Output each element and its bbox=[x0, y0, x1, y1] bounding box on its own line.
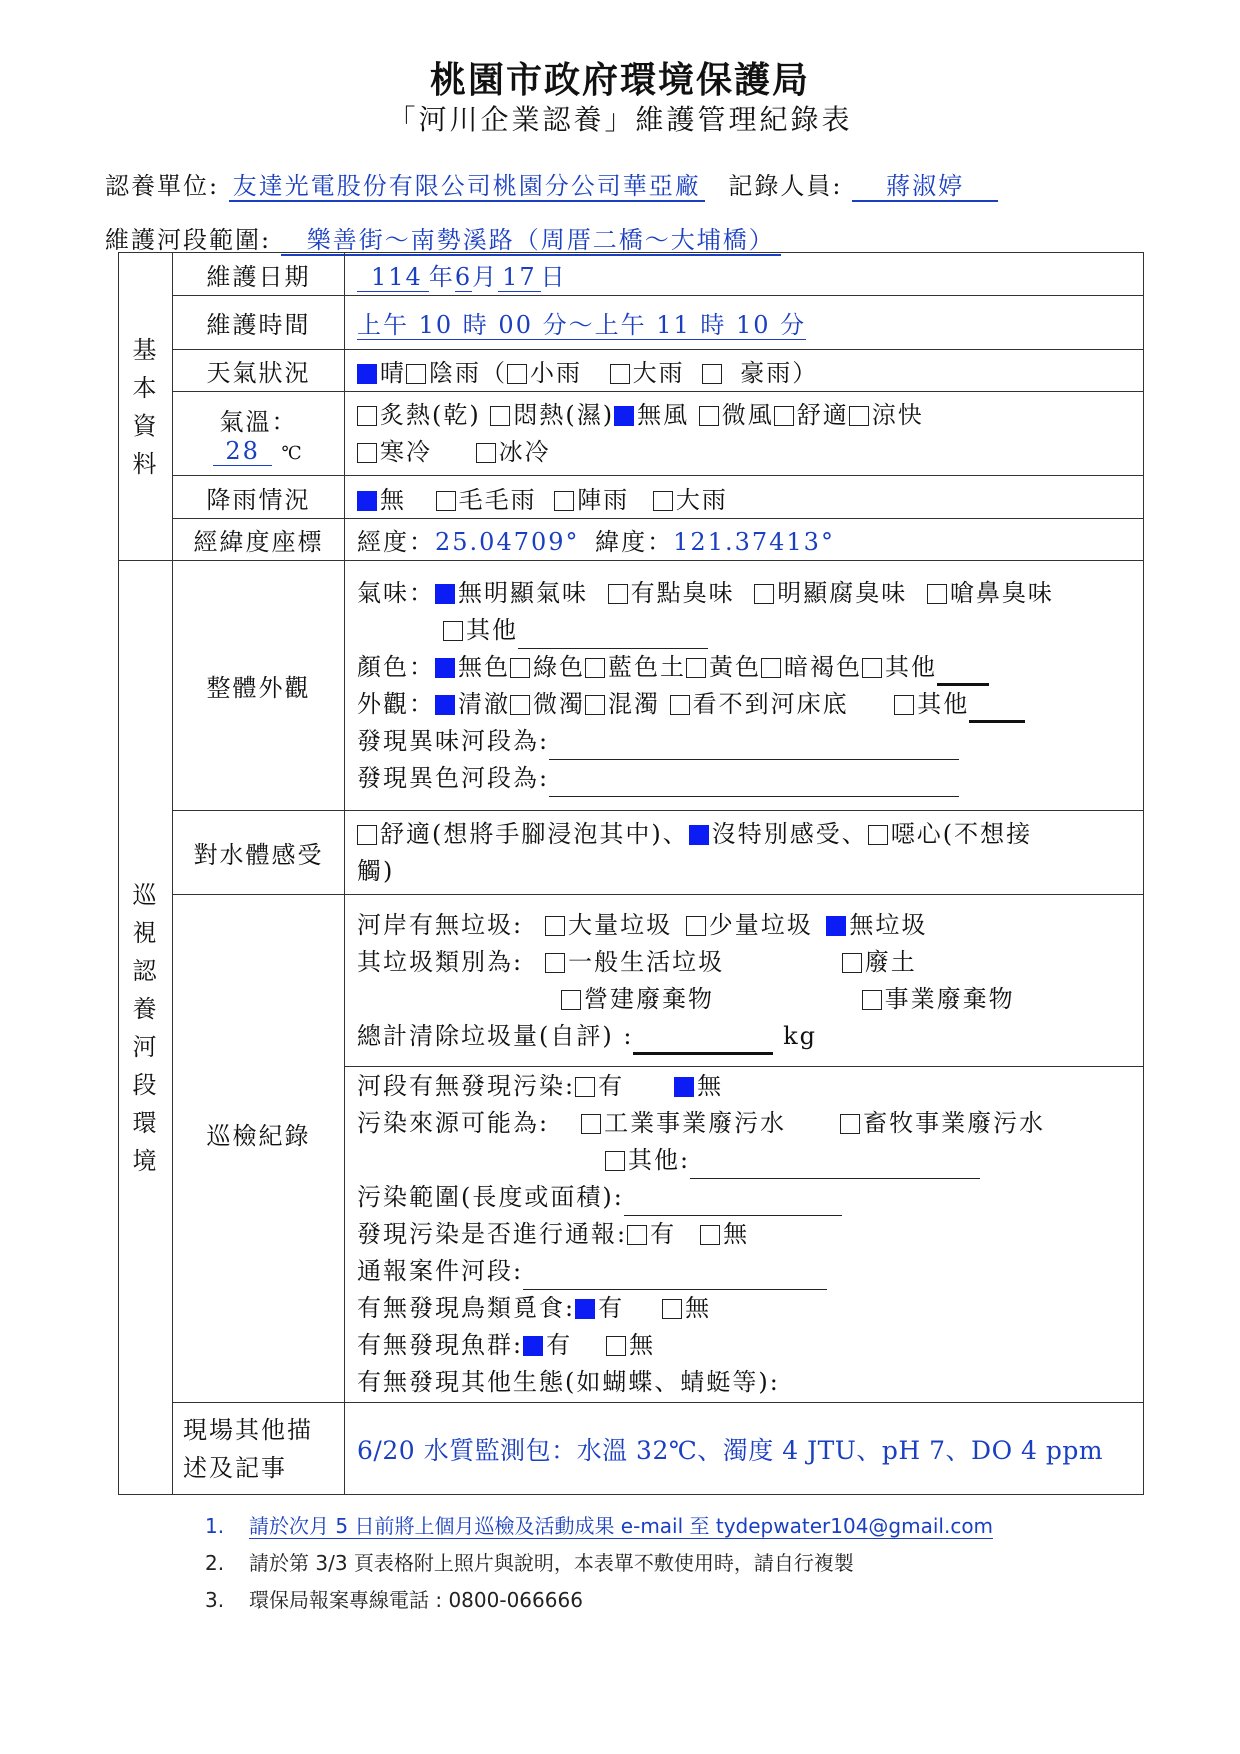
feel-label: 對水體感受 bbox=[173, 811, 345, 895]
trash-total-field[interactable] bbox=[633, 1028, 773, 1055]
trash-checkbox[interactable] bbox=[686, 916, 706, 936]
rain-opt-checkbox[interactable] bbox=[357, 491, 377, 511]
look-checkbox[interactable] bbox=[894, 695, 914, 715]
patrol-category: 巡視認養河段環境 bbox=[119, 561, 173, 1495]
temp-opt-checkbox[interactable] bbox=[774, 406, 794, 426]
time-value[interactable]: 上午 10 時 00 分～上午 11 時 10 分 bbox=[345, 296, 1144, 350]
trash-options: 河岸有無垃圾: 大量垃圾 少量垃圾 無垃圾 其垃圾類別為: 一般生活垃圾 廢土 營建廢棄物 事業廢棄物 總計清除垃圾量(自評) : kg bbox=[345, 895, 1144, 1067]
pollution-yes-checkbox[interactable] bbox=[575, 1077, 595, 1097]
smell-other-checkbox[interactable] bbox=[443, 621, 463, 641]
range-line bbox=[105, 220, 781, 255]
color-section-field[interactable] bbox=[549, 772, 959, 797]
bird-yes-checkbox[interactable] bbox=[575, 1299, 595, 1319]
color-checkbox[interactable] bbox=[585, 658, 605, 678]
other-label: 現場其他描 述及記事 bbox=[173, 1403, 345, 1495]
odor-section-field[interactable] bbox=[549, 735, 959, 760]
temp-opt-checkbox[interactable] bbox=[476, 443, 496, 463]
weather-cloudy-checkbox[interactable] bbox=[406, 364, 426, 384]
note-1: 1. 請於次月 5 日前將上個月巡檢及活動成果 e-mail 至 tydepwater104@gmail.com bbox=[205, 1514, 994, 1538]
adopter-line bbox=[105, 166, 998, 201]
color-checkbox[interactable] bbox=[435, 658, 455, 678]
source-checkbox[interactable] bbox=[581, 1114, 601, 1134]
feel-checkbox[interactable] bbox=[357, 825, 377, 845]
temp-opt-checkbox[interactable] bbox=[357, 406, 377, 426]
feel-options: 舒適(想將手腳浸泡其中)、 沒特別感受、 噁心(不想接 觸) bbox=[345, 811, 1144, 895]
trash-type-checkbox[interactable] bbox=[545, 953, 565, 973]
recorder-value[interactable]: 蔣淑婷 bbox=[852, 172, 998, 202]
pollution-range-field[interactable] bbox=[624, 1191, 842, 1216]
report-no-checkbox[interactable] bbox=[700, 1225, 720, 1245]
date-value[interactable]: 114 年6月 17 日 bbox=[345, 253, 1144, 296]
smell-checkbox[interactable] bbox=[927, 584, 947, 604]
color-checkbox[interactable] bbox=[761, 658, 781, 678]
note-3: 3. 環保局報案專線電話 : 0800-066666 bbox=[205, 1588, 583, 1612]
time-label: 維護時間 bbox=[173, 296, 345, 350]
pollution-no-checkbox[interactable] bbox=[674, 1077, 694, 1097]
color-checkbox[interactable] bbox=[862, 658, 882, 678]
temp-opt-checkbox[interactable] bbox=[849, 406, 869, 426]
look-checkbox[interactable] bbox=[585, 695, 605, 715]
look-checkbox[interactable] bbox=[435, 695, 455, 715]
look-other-field[interactable] bbox=[969, 696, 1025, 723]
temp-opt-checkbox[interactable] bbox=[357, 443, 377, 463]
rain-opt-checkbox[interactable] bbox=[653, 491, 673, 511]
source-other-field[interactable] bbox=[690, 1154, 980, 1179]
pollution-options: 河段有無發現污染: 有 無 污染來源可能為: 工業事業廢污水 畜牧事業廢污水 其他: 污染範圍(長度或面積): 發現污染是否進行通報: 有 無 通報案件河段: 有無發現鳥類覓食: 有 無 有無發現魚群: 有 無 有無發現其他生態(如蝴蝶、蜻蜓等): bbox=[345, 1067, 1144, 1403]
note-2: 2. 請於第 3/3 頁表格附上照片與說明，本表單不敷使用時，請自行複製 bbox=[205, 1551, 854, 1575]
range-value[interactable]: 樂善街～南勢溪路（周厝二橋～大埔橋） bbox=[281, 226, 781, 256]
coord-value[interactable]: 經度：25.04709° 緯度：121.37413° bbox=[345, 519, 1144, 561]
other-value[interactable]: 6/20 水質監測包：水溫 32℃、濁度 4 JTU、pH 7、DO 4 ppm bbox=[345, 1403, 1144, 1495]
source-checkbox[interactable] bbox=[840, 1114, 860, 1134]
adopter-label: 認養單位: bbox=[105, 172, 220, 200]
fish-yes-checkbox[interactable] bbox=[523, 1336, 543, 1356]
agency-title: 桃園市政府環境保護局 bbox=[429, 59, 810, 101]
fish-no-checkbox[interactable] bbox=[606, 1336, 626, 1356]
weather-options: 晴 陰雨（ 小雨 大雨 豪雨） bbox=[345, 350, 1144, 392]
temp-opt-checkbox[interactable] bbox=[490, 406, 510, 426]
recorder-label: 記錄人員: bbox=[728, 172, 843, 200]
record-table bbox=[118, 252, 1144, 1495]
date-label: 維護日期 bbox=[173, 253, 345, 296]
source-other-checkbox[interactable] bbox=[605, 1151, 625, 1171]
trash-checkbox[interactable] bbox=[545, 916, 565, 936]
weather-heavy-rain-checkbox[interactable] bbox=[702, 364, 722, 384]
trash-checkbox[interactable] bbox=[826, 916, 846, 936]
rain-opt-checkbox[interactable] bbox=[436, 491, 456, 511]
weather-mid-rain-checkbox[interactable] bbox=[610, 364, 630, 384]
look-checkbox[interactable] bbox=[670, 695, 690, 715]
feel-checkbox[interactable] bbox=[868, 825, 888, 845]
smell-other-field[interactable] bbox=[518, 624, 708, 649]
color-other-field[interactable] bbox=[937, 659, 989, 686]
report-section-field[interactable] bbox=[523, 1265, 827, 1290]
temp-opt-checkbox[interactable] bbox=[699, 406, 719, 426]
trash-type-checkbox[interactable] bbox=[561, 990, 581, 1010]
form-title: 「河川企業認養」維護管理紀錄表 bbox=[387, 103, 853, 136]
bird-no-checkbox[interactable] bbox=[662, 1299, 682, 1319]
smell-checkbox[interactable] bbox=[435, 584, 455, 604]
smell-checkbox[interactable] bbox=[754, 584, 774, 604]
report-yes-checkbox[interactable] bbox=[627, 1225, 647, 1245]
trash-label-cell: 巡檢紀錄 bbox=[173, 895, 345, 1403]
temp-label-cell: 氣溫： 28 ℃ bbox=[173, 392, 345, 476]
weather-label: 天氣狀況 bbox=[173, 350, 345, 392]
weather-light-rain-checkbox[interactable] bbox=[507, 364, 527, 384]
overall-options: 氣味： 無明顯氣味 有點臭味 明顯腐臭味 嗆鼻臭味 其他 顏色： 無色 綠色 藍色土 黃色 暗褐色 其他 外觀： 清澈 微濁 混濁 看不到河床底 其他 發現異味河段為: 發現異色河段為: bbox=[345, 561, 1144, 811]
coord-label: 經緯度座標 bbox=[173, 519, 345, 561]
rain-opt-checkbox[interactable] bbox=[554, 491, 574, 511]
rain-options: 無 毛毛雨 陣雨 大雨 bbox=[345, 476, 1144, 519]
rain-label: 降雨情況 bbox=[173, 476, 345, 519]
trash-type-checkbox[interactable] bbox=[862, 990, 882, 1010]
look-checkbox[interactable] bbox=[510, 695, 530, 715]
weather-sunny-checkbox[interactable] bbox=[357, 364, 377, 384]
note-1-text[interactable]: 請於次月 5 日前將上個月巡檢及活動成果 e-mail 至 tydepwater104@gmail.com bbox=[249, 1514, 994, 1538]
basic-category: 基本資料 bbox=[119, 253, 173, 561]
overall-label: 整體外觀 bbox=[173, 561, 345, 811]
feel-checkbox[interactable] bbox=[689, 825, 709, 845]
trash-type-checkbox[interactable] bbox=[842, 953, 862, 973]
color-checkbox[interactable] bbox=[686, 658, 706, 678]
smell-checkbox[interactable] bbox=[608, 584, 628, 604]
footnotes bbox=[205, 1510, 993, 1621]
range-label: 維護河段範圍: bbox=[105, 226, 272, 254]
temp-value[interactable]: 28 bbox=[213, 437, 272, 466]
temp-opt-checkbox[interactable] bbox=[614, 406, 634, 426]
temp-options: 炙熱(乾) 悶熱(濕) 無風 微風 舒適 涼快 寒冷 冰冷 bbox=[345, 392, 1144, 476]
adopter-value[interactable]: 友達光電股份有限公司桃園分公司華亞廠 bbox=[229, 172, 705, 202]
color-checkbox[interactable] bbox=[510, 658, 530, 678]
